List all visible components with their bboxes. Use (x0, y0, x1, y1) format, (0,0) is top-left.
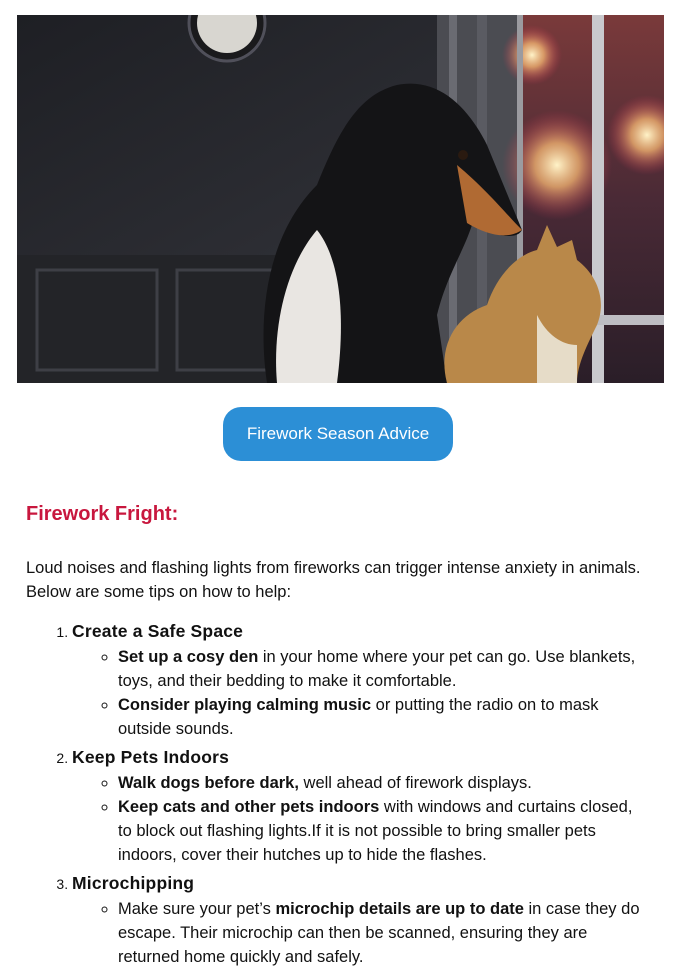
tip-item-bold: Keep cats and other pets indoors (118, 798, 380, 816)
tip-item-text: or putting the radio on to mask outside sounds. (118, 696, 599, 738)
tip-step (72, 745, 646, 867)
tip-step (72, 871, 646, 969)
step-title: Create a Safe Space (72, 621, 244, 641)
tip-item (118, 771, 646, 795)
tip-item-bold: Consider playing calming music (118, 696, 372, 714)
hero-image (17, 15, 664, 383)
firework-season-advice-button[interactable]: Firework Season Advice (223, 407, 453, 461)
tip-item (118, 693, 646, 741)
section-title: Firework Fright: (26, 503, 179, 525)
intro-paragraph: Loud noises and flashing lights from fireworks can trigger intense anxiety in animals. Below are some tips on how to help: (26, 559, 641, 601)
tip-item (118, 795, 646, 867)
tip-item (118, 645, 646, 693)
tip-item-text: well ahead of firework displays. (298, 774, 532, 792)
step-title: Microchipping (72, 873, 195, 893)
tip-item-bold: Set up a cosy den (118, 648, 259, 666)
tip-item-pre: Make sure your pet’s (118, 900, 276, 918)
tip-item-bold: microchip details are up to date (275, 900, 524, 918)
step-title: Keep Pets Indoors (72, 747, 230, 767)
tips-list (26, 619, 646, 969)
article-content (26, 498, 646, 973)
tip-item-text: in case they do escape. Their microchip can then be scanned, ensuring they are returned home quickly and safely. (118, 900, 640, 966)
tip-item-text: in your home where your pet can go. Use blankets, toys, and their bedding to make it comfortable. (118, 648, 636, 690)
tip-item-bold: Walk dogs before dark, (118, 774, 299, 792)
tip-step (72, 619, 646, 741)
tip-item-text: with windows and curtains closed, to block out flashing lights.If it is not possible to bring smaller pets indoors, cover their hutches up to hide the flashes. (118, 798, 633, 864)
tip-item (118, 897, 646, 969)
